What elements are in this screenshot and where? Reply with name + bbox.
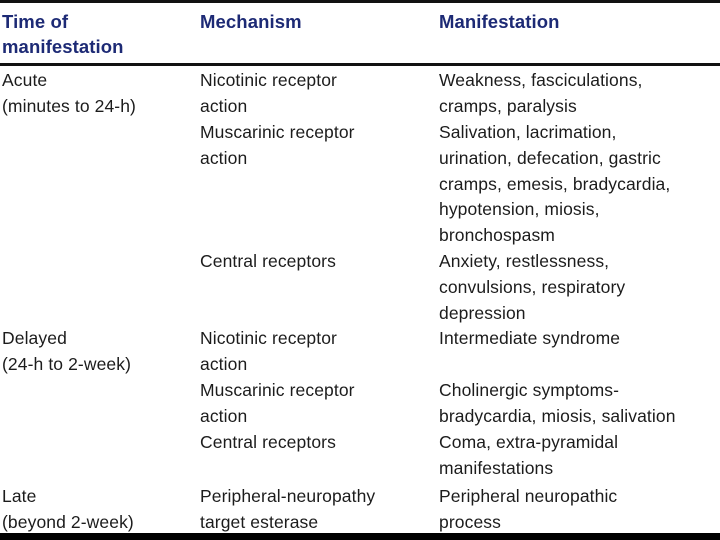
manifestation-delayed-central: Coma, extra-pyramidal manifestations bbox=[439, 432, 619, 478]
mechanism-delayed-muscarinic: Muscarinic receptor action bbox=[200, 380, 355, 426]
manifestation-acute-central: Anxiety, restlessness, convulsions, respiratory depression bbox=[439, 251, 626, 323]
mechanism-delayed-central: Central receptors bbox=[200, 432, 336, 452]
header-mechanism: Mechanism bbox=[200, 11, 302, 32]
mechanism-acute-central: Central receptors bbox=[200, 251, 336, 271]
bottom-border bbox=[0, 533, 720, 540]
header-time-of-manifestation: Time of manifestation bbox=[2, 11, 124, 57]
manifestation-delayed-nicotinic: Intermediate syndrome bbox=[439, 328, 621, 348]
manifestation-late-peripheral: Peripheral neuropathic process bbox=[439, 486, 618, 532]
mechanism-late-peripheral: Peripheral-neuropathy target esterase bbox=[200, 486, 376, 532]
time-acute: Acute (minutes to 24-h) bbox=[2, 70, 136, 116]
manifestation-delayed-muscarinic: Cholinergic symptoms- bradycardia, miosis, salivation bbox=[439, 380, 676, 426]
time-late: Late (beyond 2-week) bbox=[2, 486, 134, 532]
mechanism-delayed-nicotinic: Nicotinic receptor action bbox=[200, 328, 337, 374]
manifestation-acute-muscarinic: Salivation, lacrimation, urination, defecation, gastric cramps, emesis, bradycardia, hypotension, miosis, bronchospasm bbox=[439, 122, 671, 246]
time-delayed: Delayed (24-h to 2-week) bbox=[2, 328, 132, 374]
table-top-rule bbox=[0, 0, 720, 3]
header-rule bbox=[0, 63, 720, 66]
header-manifestation: Manifestation bbox=[439, 11, 560, 32]
mechanism-acute-nicotinic: Nicotinic receptor action bbox=[200, 70, 337, 116]
manifestation-acute-nicotinic: Weakness, fasciculations, cramps, paralysis bbox=[439, 70, 643, 116]
mechanism-acute-muscarinic: Muscarinic receptor action bbox=[200, 122, 355, 168]
